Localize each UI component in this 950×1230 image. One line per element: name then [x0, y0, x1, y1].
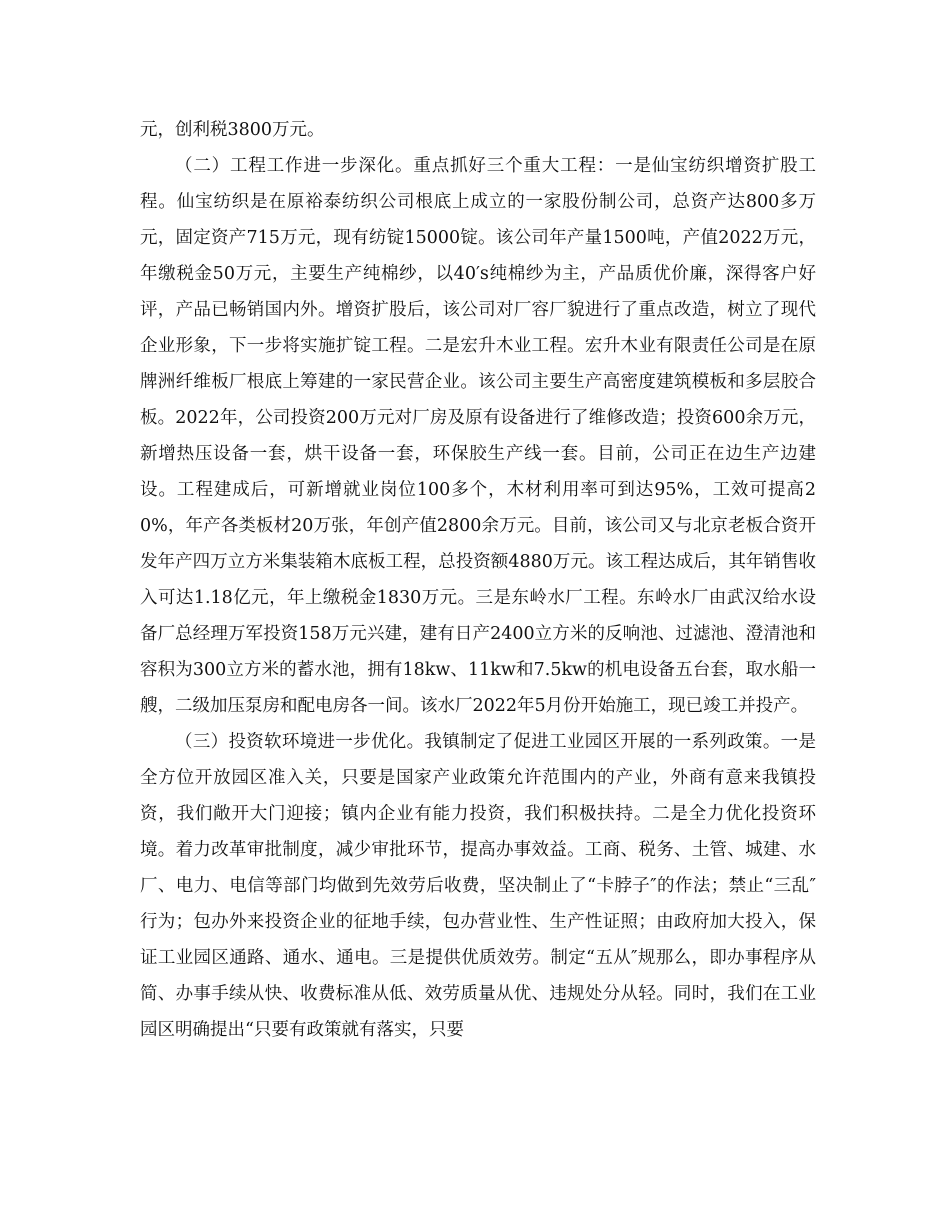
- paragraph-2: （二）工程工作进一步深化。重点抓好三个重大工程：一是仙宝纺织增资扩股工程。仙宝纺织是在原裕泰纺织公司根底上成立的一家股份制公司，总资产达800多万元，固定资产715万元，现有纺锭15000锭。该公司年产量1500吨，产值2022万元，年缴税金50万元，主要生产纯棉纱，以40′s纯棉纱为主，产品质优价廉，深得客户好评，产品已畅销国内外。增资扩股后，该公司对厂容厂貌进行了重点改造，树立了现代企业形象，下一步将实施扩锭工程。二是宏升木业工程。宏升木业有限责任公司是在原牌洲纤维板厂根底上筹建的一家民营企业。该公司主要生产高密度建筑模板和多层胶合板。2022年，公司投资200万元对厂房及原有设备进行了维修改造；投资600余万元，新增热压设备一套，烘干设备一套，环保胶生产线一套。目前，公司正在边生产边建设。工程建成后，可新增就业岗位100多个，木材利用率可到达95%，工效可提高20%，年产各类板材20万张，年创产值2800余万元。目前，该公司又与北京老板合资开发年产四万立方米集装箱木底板工程，总投资额4880万元。该工程达成后，其年销售收入可达1.18亿元，年上缴税金1830万元。三是东岭水厂工程。东岭水厂由武汉给水设备厂总经理万军投资158万元兴建，建有日产2400立方米的反响池、过滤池、澄清池和容积为300立方米的蓄水池，拥有18kw、11kw和7.5kw的机电设备五台套，取水船一艘，二级加压泵房和配电房各一间。该水厂2022年5月份开始施工，现已竣工并投产。: [140, 156, 816, 716]
- paragraph-3: （三）投资软环境进一步优化。我镇制定了促进工业园区开展的一系列政策。一是全方位开放园区准入关，只要是国家产业政策允许范围内的产业，外商有意来我镇投资，我们敞开大门迎接；镇内企业有能力投资，我们积极扶持。二是全力优化投资环境。着力改革审批制度，减少审批环节，提高办事效益。工商、税务、土管、城建、水厂、电力、电信等部门均做到先效劳后收费，坚决制止了“卡脖子″的作法；禁止“三乱″行为；包办外来投资企业的征地手续，包办营业性、生产性证照；由政府加大投入，保证工业园区通路、通水、通电。三是提供优质效劳。制定“五从″规那么，即办事程序从简、办事手续从快、收费标准从低、效劳质量从优、违规处分从轻。同时，我们在工业园区明确提出“只要有政策就有落实，只要: [140, 732, 816, 1040]
- document-body: [140, 112, 816, 1048]
- paragraph-1: 元，创利税3800万元。: [140, 120, 325, 140]
